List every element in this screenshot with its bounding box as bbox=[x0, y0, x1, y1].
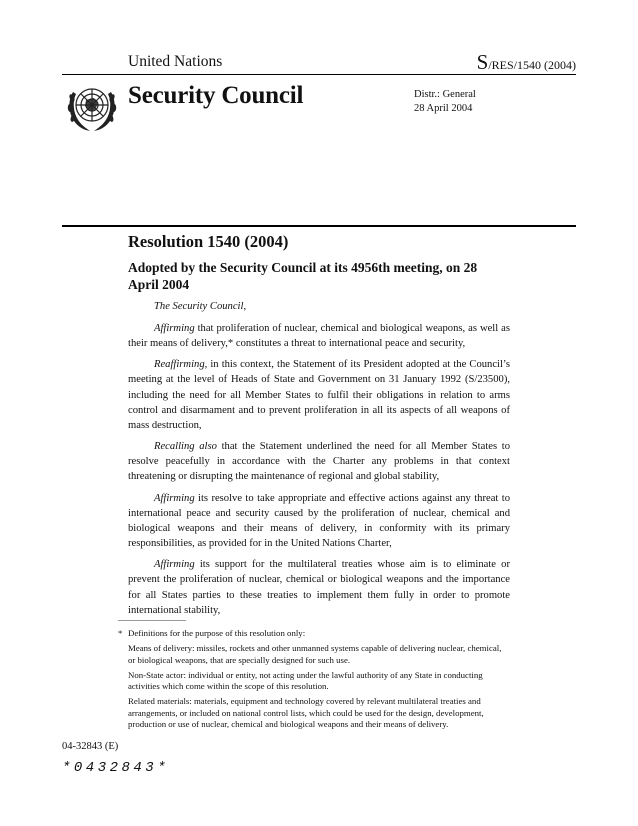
resolution-title: Resolution 1540 (2004) bbox=[128, 232, 289, 251]
barcode-text: *0432843* bbox=[62, 760, 170, 776]
symbol-rest: /RES/1540 (2004) bbox=[488, 58, 576, 72]
paragraph-text: its resolve to take appropriate and effective actions against any threat to international peace and security caused by the proliferation of nuclear, chemical and biological weapons and their means of delivery, in conformity with its primary responsibilities, as provided for in the United Nations Charter, bbox=[128, 492, 510, 549]
title-rule bbox=[62, 225, 576, 227]
preamble-subject: The Security Council bbox=[154, 301, 244, 312]
footnote-definition: Related materials: materials, equipment and technology covered by relevant multilateral treaties and arrangements, or included on national control lists, which could be used for the design, development, production or use of nuclear, chemical and biological weapons and their means of delivery. bbox=[128, 696, 484, 730]
paragraph-text: , in this context, the Statement of its President adopted at the Council’s meeting at the level of Heads of State and Government on 31 January 1992 (S/23500), including the need for all Member States to fulfil their obligations in relation to arms control and disarmament and to prevent proliferation in all its aspects of all weapons of mass destruction, bbox=[128, 359, 510, 431]
preamble-paragraph bbox=[128, 321, 510, 351]
footnote-lead-line bbox=[118, 628, 510, 639]
preamble-line: The Security Council, bbox=[154, 301, 247, 312]
paragraph-text: that the Statement underlined the need for all Member States to resolve peacefully in accordance with the Charter any problems in that context threatening or disrupting the maintenance of regional and global stability, bbox=[128, 441, 510, 483]
footnote-separator bbox=[118, 620, 186, 621]
preamble-paragraph bbox=[128, 491, 510, 551]
header-rule bbox=[62, 74, 576, 75]
paragraph-lead: Affirming bbox=[154, 322, 195, 334]
adoption-statement: Adopted by the Security Council at its 4956th meeting, on 28 April 2004 bbox=[128, 260, 478, 292]
document-symbol bbox=[477, 50, 576, 75]
distribution-block bbox=[414, 88, 476, 116]
council-name: Security Council bbox=[128, 82, 304, 109]
footnote-definition: Means of delivery: missiles, rockets and other unmanned systems capable of delivering nuclear, chemical, or biological weapons, that are specially designed for such use. bbox=[128, 643, 502, 665]
footnote bbox=[118, 628, 510, 734]
document-number: 04-32843 (E) bbox=[62, 741, 119, 752]
paragraph-lead: Affirming bbox=[154, 559, 195, 571]
preamble-paragraph bbox=[128, 439, 510, 484]
footnote-lead: Definitions for the purpose of this resolution only: bbox=[128, 628, 306, 638]
paragraph-lead: Reaffirming bbox=[154, 359, 205, 371]
footnote-marker: * bbox=[118, 628, 123, 638]
organization-name: United Nations bbox=[128, 53, 223, 70]
paragraph-text: its support for the multilateral treaties whose aim is to eliminate or prevent the proliferation of nuclear, chemical or biological weapons and the importance for all States parties to these treaties to implement them fully in order to promote international stability, bbox=[128, 559, 510, 616]
un-emblem-icon bbox=[64, 78, 120, 134]
document-date: 28 April 2004 bbox=[414, 103, 473, 114]
symbol-prefix: S bbox=[476, 50, 489, 74]
paragraph-lead: Recalling also bbox=[154, 441, 217, 453]
distribution-status: Distr.: General bbox=[414, 89, 476, 100]
resolution-body bbox=[128, 299, 510, 624]
preamble-paragraph bbox=[128, 357, 510, 432]
paragraph-lead: Affirming bbox=[154, 492, 195, 504]
paragraph-text: that proliferation of nuclear, chemical and biological weapons, as well as their means of delivery,* constitutes a threat to international peace and security, bbox=[128, 322, 510, 349]
preamble-paragraph bbox=[128, 557, 510, 617]
footnote-definition: Non-State actor: individual or entity, not acting under the lawful authority of any State in conducting activities which come within the scope of this resolution. bbox=[128, 669, 483, 692]
